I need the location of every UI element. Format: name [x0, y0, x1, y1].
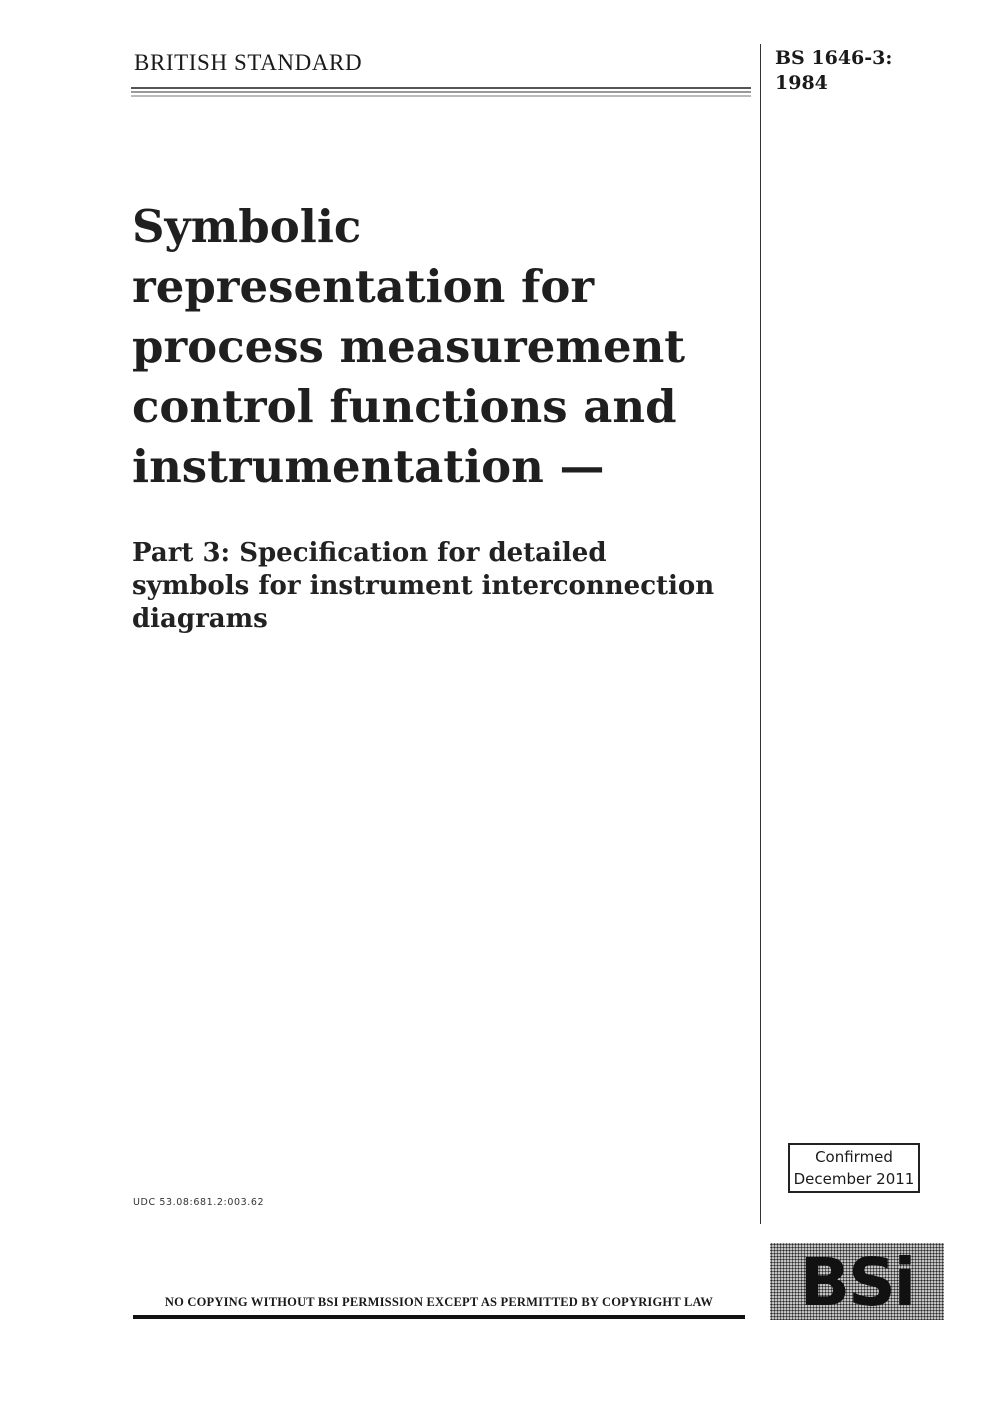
title-line: representation for	[132, 260, 595, 313]
confirmed-label: Confirmed	[815, 1148, 893, 1166]
title-line: control functions and	[132, 380, 677, 433]
bottom-rule	[133, 1315, 745, 1319]
copyright-notice: NO COPYING WITHOUT BSI PERMISSION EXCEPT AS PERMITTED BY COPYRIGHT LAW	[164, 1295, 714, 1309]
document-title	[132, 197, 752, 497]
vertical-divider	[760, 44, 761, 1224]
header-label: BRITISH STANDARD	[134, 50, 363, 75]
subtitle-line: Part 3: Specification for detailed	[132, 538, 607, 568]
svg-text:BSi: BSi	[799, 1244, 915, 1320]
bsi-logo-icon	[770, 1243, 944, 1320]
standard-number-code: BS 1646-3:	[775, 47, 893, 69]
confirmed-date: December 2011	[793, 1170, 915, 1188]
document-subtitle	[132, 537, 752, 636]
subtitle-line: diagrams	[132, 604, 268, 634]
confirmed-stamp	[788, 1143, 920, 1193]
header-rule	[131, 87, 751, 97]
title-line: Symbolic	[132, 200, 362, 253]
subtitle-line: symbols for instrument interconnection	[132, 571, 715, 601]
title-line: process measurement	[132, 320, 686, 373]
title-line: instrumentation —	[132, 440, 605, 493]
standard-number	[775, 46, 892, 96]
udc-code: UDC 53.08:681.2:003.62	[133, 1197, 265, 1208]
standard-number-year: 1984	[775, 72, 828, 94]
